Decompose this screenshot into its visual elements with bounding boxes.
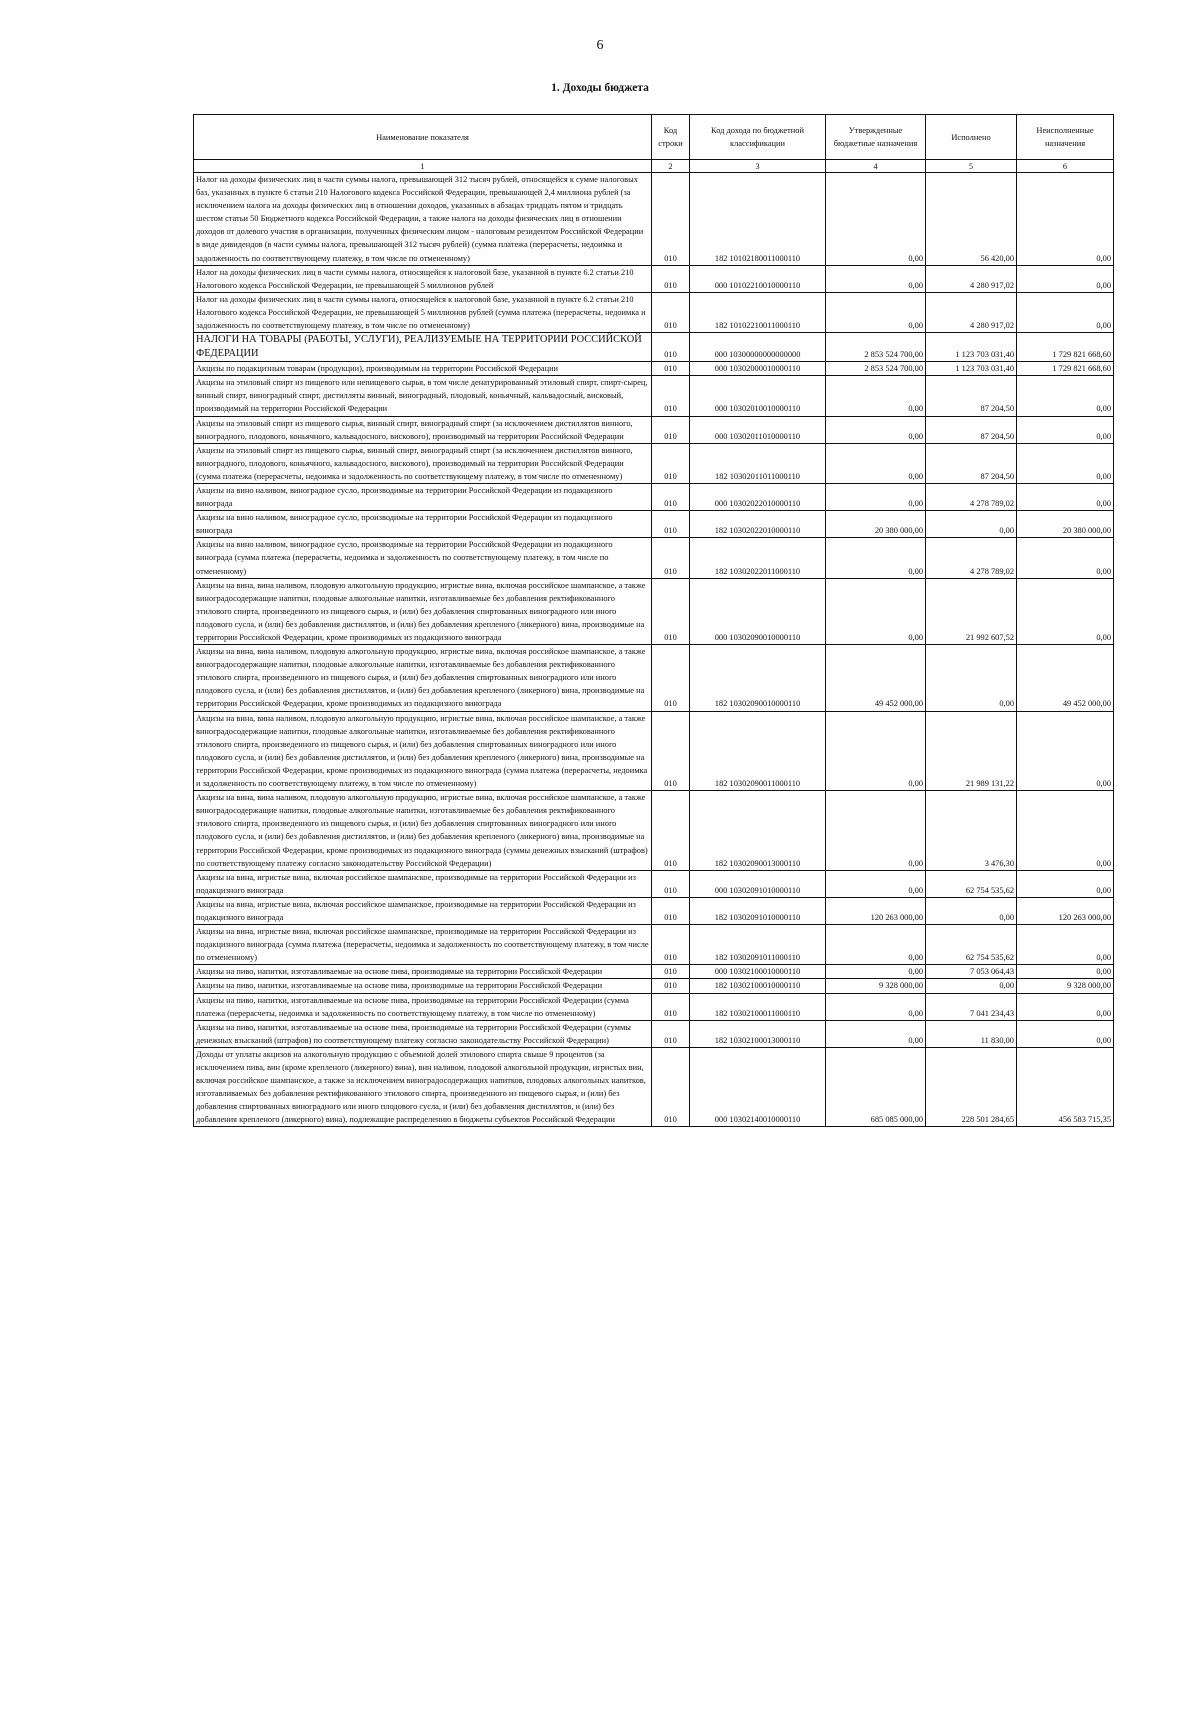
row-classification: 000 10102210010000110 <box>690 265 826 292</box>
row-executed: 87 204,50 <box>926 376 1017 416</box>
row-code: 010 <box>652 362 690 376</box>
header-code: Код строки <box>652 115 690 160</box>
table-row <box>194 645 1114 711</box>
table-row <box>194 925 1114 965</box>
column-number: 5 <box>926 160 1017 173</box>
row-unexecuted: 0,00 <box>1017 578 1114 644</box>
row-unexecuted: 0,00 <box>1017 1020 1114 1047</box>
row-unexecuted: 0,00 <box>1017 173 1114 266</box>
row-approved: 0,00 <box>826 1020 926 1047</box>
row-executed: 21 992 607,52 <box>926 578 1017 644</box>
row-name: Акцизы на пиво, напитки, изготавливаемые на основе пива, производимые на территории Российской Федерации <box>194 979 652 993</box>
column-number: 3 <box>690 160 826 173</box>
row-unexecuted: 0,00 <box>1017 292 1114 332</box>
header-name: Наименование показателя <box>194 115 652 160</box>
row-name: Налог на доходы физических лиц в части суммы налога, относящейся к налоговой базе, указанной в пункте 6.2 статьи 210 Налогового кодекса Российской Федерации, не превышающей 5 миллионов рублей <box>194 265 652 292</box>
row-classification: 182 10302091010000110 <box>690 897 826 924</box>
table-row <box>194 376 1114 416</box>
row-approved: 0,00 <box>826 538 926 578</box>
row-approved: 0,00 <box>826 292 926 332</box>
row-executed: 1 123 703 031,40 <box>926 333 1017 362</box>
row-name: Акцизы на вина, вина наливом, плодовую алкогольную продукцию, игристые вина, включая российское шампанское, а также виноградосодержащие напитки, плодовые алкогольные напитки, изготавливаемые без добавления ректификованного этилового спирта, произведенного из пищевого сырья, и (или) без добавления спиртованных виноградного или иного плодового сусла, и (или) без добавления дистиллятов, и (или) без добавления крепленого (ликерного) вина, производимые на территории Российской Федерации, кроме производимых из подакцизного винограда (суммы денежных взысканий (штрафов) по соответствующему платежу согласно законодательству Российской Федерации) <box>194 791 652 871</box>
table-row <box>194 965 1114 979</box>
row-name: Акцизы на вино наливом, виноградное сусло, производимые на территории Российской Федерации из подакцизного винограда (сумма платежа (перерасчеты, недоимка и задолженность по соответствующему платежу, в том числе по отмененному) <box>194 538 652 578</box>
row-approved: 0,00 <box>826 578 926 644</box>
table-row <box>194 578 1114 644</box>
row-unexecuted: 0,00 <box>1017 265 1114 292</box>
row-approved: 0,00 <box>826 483 926 510</box>
row-name: Акцизы на вино наливом, виноградное сусло, производимые на территории Российской Федерации из подакцизного винограда <box>194 511 652 538</box>
row-code: 010 <box>652 979 690 993</box>
row-code: 010 <box>652 791 690 871</box>
row-code: 010 <box>652 333 690 362</box>
table-row <box>194 979 1114 993</box>
row-approved: 49 452 000,00 <box>826 645 926 711</box>
row-classification: 000 10302090010000110 <box>690 578 826 644</box>
table-row <box>194 870 1114 897</box>
table-row <box>194 511 1114 538</box>
row-executed: 0,00 <box>926 897 1017 924</box>
table-row <box>194 538 1114 578</box>
row-name: Акцизы на вина, игристые вина, включая российское шампанское, производимые на территории Российской Федерации из подакцизного винограда (сумма платежа (перерасчеты, недоимка и задолженность по соответствующему платежу, в том числе по отмененному) <box>194 925 652 965</box>
row-executed: 3 476,30 <box>926 791 1017 871</box>
row-code: 010 <box>652 578 690 644</box>
row-approved: 0,00 <box>826 925 926 965</box>
row-unexecuted: 20 380 000,00 <box>1017 511 1114 538</box>
column-number: 1 <box>194 160 652 173</box>
row-executed: 62 754 535,62 <box>926 925 1017 965</box>
row-classification: 000 10300000000000000 <box>690 333 826 362</box>
table-row <box>194 711 1114 791</box>
row-classification: 000 10302010010000110 <box>690 376 826 416</box>
header-classification: Код дохода по бюджетной классификации <box>690 115 826 160</box>
row-code: 010 <box>652 292 690 332</box>
row-name: Акцизы на пиво, напитки, изготавливаемые на основе пива, производимые на территории Российской Федерации (сумма платежа (перерасчеты, недоимка и задолженность по соответствующему платежу, в том числе по отмененному) <box>194 993 652 1020</box>
row-classification: 182 10302011011000110 <box>690 443 826 483</box>
row-unexecuted: 0,00 <box>1017 416 1114 443</box>
table-header-row <box>194 115 1114 160</box>
row-name: Акцизы на этиловый спирт из пищевого сырья, винный спирт, виноградный спирт (за исключением дистиллятов винного, виноградного, плодового, коньячного, кальвадосного, вискового), производимый на территории Российской Федерации <box>194 416 652 443</box>
header-unexecuted: Неисполненные назначения <box>1017 115 1114 160</box>
row-executed: 7 053 064,43 <box>926 965 1017 979</box>
row-executed: 228 501 284,65 <box>926 1047 1017 1127</box>
row-classification: 000 10302100010000110 <box>690 965 826 979</box>
row-code: 010 <box>652 925 690 965</box>
table-body <box>194 173 1114 1127</box>
row-name: Акцизы на вина, вина наливом, плодовую алкогольную продукцию, игристые вина, включая российское шампанское, а также виноградосодержащие напитки, плодовые алкогольные напитки, изготавливаемые без добавления ректификованного этилового спирта, произведенного из пищевого сырья, и (или) без добавления спиртованных виноградного или иного плодового сусла, и (или) без добавления дистиллятов, и (или) без добавления крепленого (ликерного) вина, производимые на территории Российской Федерации, кроме производимых из подакцизного винограда (сумма платежа (перерасчеты, недоимка и задолженность по соответствующему платежу, в том числе по отмененному) <box>194 711 652 791</box>
row-unexecuted: 0,00 <box>1017 443 1114 483</box>
row-code: 010 <box>652 711 690 791</box>
row-code: 010 <box>652 897 690 924</box>
row-classification: 000 10302000010000110 <box>690 362 826 376</box>
row-unexecuted: 0,00 <box>1017 483 1114 510</box>
row-approved: 9 328 000,00 <box>826 979 926 993</box>
row-executed: 4 278 789,02 <box>926 483 1017 510</box>
row-code: 010 <box>652 265 690 292</box>
row-classification: 182 10302100011000110 <box>690 993 826 1020</box>
row-name: Акцизы на этиловый спирт из пищевого сырья, винный спирт, виноградный спирт (за исключением дистиллятов винного, виноградного, плодового, коньячного, кальвадосного, вискового), производимый на территории Российской Федерации (сумма платежа (перерасчеты, недоимка и задолженность по соответствующему платежу, в том числе по отмененному) <box>194 443 652 483</box>
row-approved: 0,00 <box>826 265 926 292</box>
row-classification: 182 10302100010000110 <box>690 979 826 993</box>
row-classification: 182 10302022010000110 <box>690 511 826 538</box>
row-unexecuted: 49 452 000,00 <box>1017 645 1114 711</box>
header-approved: Утвержденные бюджетные назначения <box>826 115 926 160</box>
row-code: 010 <box>652 416 690 443</box>
row-approved: 0,00 <box>826 711 926 791</box>
row-code: 010 <box>652 511 690 538</box>
column-number: 2 <box>652 160 690 173</box>
table-row <box>194 333 1114 362</box>
row-code: 010 <box>652 443 690 483</box>
row-name: Акцизы на этиловый спирт из пищевого или непищевого сырья, в том числе денатурированный этиловый спирт, спирт-сырец, винный спирт, виноградный спирт, дистилляты винный, виноградный, плодовый, коньячный, кальвадосный, висковый, производимый на территории Российской Федерации <box>194 376 652 416</box>
row-unexecuted: 0,00 <box>1017 925 1114 965</box>
row-unexecuted: 0,00 <box>1017 870 1114 897</box>
row-unexecuted: 1 729 821 668,60 <box>1017 362 1114 376</box>
header-executed: Исполнено <box>926 115 1017 160</box>
row-executed: 21 989 131,22 <box>926 711 1017 791</box>
table-row <box>194 897 1114 924</box>
row-name: Акцизы по подакцизным товарам (продукции), производимым на территории Российской Федерации <box>194 362 652 376</box>
row-classification: 182 10302090010000110 <box>690 645 826 711</box>
row-code: 010 <box>652 538 690 578</box>
row-classification: 000 10302011010000110 <box>690 416 826 443</box>
row-name: НАЛОГИ НА ТОВАРЫ (РАБОТЫ, УСЛУГИ), РЕАЛИЗУЕМЫЕ НА ТЕРРИТОРИИ РОССИЙСКОЙ ФЕДЕРАЦИИ <box>194 333 652 362</box>
row-classification: 182 10302090013000110 <box>690 791 826 871</box>
row-executed: 87 204,50 <box>926 443 1017 483</box>
row-classification: 182 10302022011000110 <box>690 538 826 578</box>
row-code: 010 <box>652 376 690 416</box>
row-unexecuted: 0,00 <box>1017 791 1114 871</box>
row-code: 010 <box>652 870 690 897</box>
row-name: Акцизы на вина, вина наливом, плодовую алкогольную продукцию, игристые вина, включая российское шампанское, а также виноградосодержащие напитки, плодовые алкогольные напитки, изготавливаемые без добавления ректификованного этилового спирта, произведенного из пищевого сырья, и (или) без добавления спиртованных виноградного или иного плодового сусла, и (или) без добавления дистиллятов, и (или) без добавления крепленого (ликерного) вина, производимые на территории Российской Федерации, кроме производимых из подакцизного винограда <box>194 578 652 644</box>
table-row <box>194 443 1114 483</box>
row-approved: 2 853 524 700,00 <box>826 362 926 376</box>
table-row <box>194 483 1114 510</box>
row-unexecuted: 1 729 821 668,60 <box>1017 333 1114 362</box>
row-unexecuted: 0,00 <box>1017 711 1114 791</box>
row-executed: 1 123 703 031,40 <box>926 362 1017 376</box>
row-name: Акцизы на вина, игристые вина, включая российское шампанское, производимые на территории Российской Федерации из подакцизного винограда <box>194 897 652 924</box>
row-approved: 0,00 <box>826 965 926 979</box>
column-number: 4 <box>826 160 926 173</box>
column-number-row <box>194 160 1114 173</box>
row-code: 010 <box>652 1047 690 1127</box>
row-executed: 7 041 234,43 <box>926 993 1017 1020</box>
row-unexecuted: 0,00 <box>1017 993 1114 1020</box>
row-classification: 182 10102210011000110 <box>690 292 826 332</box>
row-classification: 000 10302140010000110 <box>690 1047 826 1127</box>
row-name: Акцизы на вина, игристые вина, включая российское шампанское, производимые на территории Российской Федерации из подакцизного винограда <box>194 870 652 897</box>
row-executed: 0,00 <box>926 979 1017 993</box>
row-classification: 000 10302022010000110 <box>690 483 826 510</box>
row-executed: 11 830,00 <box>926 1020 1017 1047</box>
table-row <box>194 265 1114 292</box>
row-classification: 182 10102180011000110 <box>690 173 826 266</box>
row-executed: 0,00 <box>926 511 1017 538</box>
row-unexecuted: 456 583 715,35 <box>1017 1047 1114 1127</box>
table-row <box>194 791 1114 871</box>
row-approved: 0,00 <box>826 173 926 266</box>
row-classification: 182 10302090011000110 <box>690 711 826 791</box>
row-classification: 182 10302091011000110 <box>690 925 826 965</box>
row-approved: 120 263 000,00 <box>826 897 926 924</box>
column-number: 6 <box>1017 160 1114 173</box>
row-executed: 62 754 535,62 <box>926 870 1017 897</box>
row-executed: 4 280 917,02 <box>926 265 1017 292</box>
row-name: Акцизы на вина, вина наливом, плодовую алкогольную продукцию, игристые вина, включая российское шампанское, а также виноградосодержащие напитки, плодовые алкогольные напитки, изготавливаемые без добавления ректификованного этилового спирта, произведенного из пищевого сырья, и (или) без добавления спиртованных виноградного или иного плодового сусла, и (или) без добавления дистиллятов, и (или) без добавления крепленого (ликерного) вина, производимые на территории Российской Федерации, кроме производимых из подакцизного винограда <box>194 645 652 711</box>
row-name: Акцизы на пиво, напитки, изготавливаемые на основе пива, производимые на территории Российской Федерации <box>194 965 652 979</box>
row-executed: 4 280 917,02 <box>926 292 1017 332</box>
row-code: 010 <box>652 645 690 711</box>
table-row <box>194 292 1114 332</box>
row-approved: 2 853 524 700,00 <box>826 333 926 362</box>
row-unexecuted: 0,00 <box>1017 538 1114 578</box>
row-name: Акцизы на пиво, напитки, изготавливаемые на основе пива, производимые на территории Российской Федерации (суммы денежных взысканий (штрафов) по соответствующему платежу согласно законодательству Российской Федерации) <box>194 1020 652 1047</box>
table-row <box>194 1020 1114 1047</box>
row-name: Налог на доходы физических лиц в части суммы налога, превышающей 312 тысяч рублей, относящейся к сумме налоговых баз, указанных в пункте 6 статьи 210 Налогового кодекса Российской Федерации, превышающей 2,4 миллиона рублей (за исключением налога на доходы физических лиц в отношении доходов, указанных в абзацах тридцать пятом и тридцать шестом статьи 50 Бюджетного кодекса Российской Федерации, а также налога на доходы физических лиц в отношении доходов от долевого участия в организации, полученных физическим лицом - налоговым резидентом Российской Федерации в виде дивидендов (в части суммы налога, превышающей 312 тысяч рублей) (сумма платежа (перерасчеты, недоимка и задолженность по соответствующему платежу, в том числе по отмененному) <box>194 173 652 266</box>
row-code: 010 <box>652 483 690 510</box>
row-classification: 000 10302091010000110 <box>690 870 826 897</box>
budget-income-table <box>193 114 1114 1127</box>
row-classification: 182 10302100013000110 <box>690 1020 826 1047</box>
row-executed: 0,00 <box>926 645 1017 711</box>
row-executed: 4 278 789,02 <box>926 538 1017 578</box>
row-approved: 0,00 <box>826 993 926 1020</box>
row-unexecuted: 9 328 000,00 <box>1017 979 1114 993</box>
row-name: Акцизы на вино наливом, виноградное сусло, производимые на территории Российской Федерации из подакцизного винограда <box>194 483 652 510</box>
row-approved: 0,00 <box>826 416 926 443</box>
row-unexecuted: 120 263 000,00 <box>1017 897 1114 924</box>
table-row <box>194 416 1114 443</box>
row-approved: 0,00 <box>826 376 926 416</box>
row-code: 010 <box>652 965 690 979</box>
row-executed: 87 204,50 <box>926 416 1017 443</box>
row-approved: 0,00 <box>826 443 926 483</box>
table-row <box>194 993 1114 1020</box>
row-name: Доходы от уплаты акцизов на алкогольную продукцию с объемной долей этилового спирта свыше 9 процентов (за исключением пива, вин (кроме крепленого (ликерного) вина), вин наливом, плодовой алкогольной продукции, игристых вин, включая российское шампанское, а также за исключением виноградосодержащих напитков, плодовых алкогольных напитков, изготавливаемых без добавления ректификованного этилового спирта, произведенного из пищевого сырья, и (или) без добавления спиртованных виноградного или иного плодового сусла, и (или) без добавления дистиллятов, и (или) без добавления крепленого (ликерного) вина), подлежащие распределению в бюджеты субъектов Российской Федерации <box>194 1047 652 1127</box>
row-approved: 685 085 000,00 <box>826 1047 926 1127</box>
row-executed: 56 420,00 <box>926 173 1017 266</box>
row-approved: 0,00 <box>826 791 926 871</box>
row-name: Налог на доходы физических лиц в части суммы налога, относящейся к налоговой базе, указанной в пункте 6.2 статьи 210 Налогового кодекса Российской Федерации, не превышающей 5 миллионов рублей (сумма платежа (перерасчеты, недоимка и задолженность по соответствующему платежу, в том числе по отмененному) <box>194 292 652 332</box>
row-approved: 20 380 000,00 <box>826 511 926 538</box>
row-unexecuted: 0,00 <box>1017 376 1114 416</box>
row-unexecuted: 0,00 <box>1017 965 1114 979</box>
row-code: 010 <box>652 1020 690 1047</box>
page-number: 6 <box>596 38 604 53</box>
row-code: 010 <box>652 173 690 266</box>
row-approved: 0,00 <box>826 870 926 897</box>
table-row <box>194 1047 1114 1127</box>
row-code: 010 <box>652 993 690 1020</box>
table-row <box>194 173 1114 266</box>
table-row <box>194 362 1114 376</box>
report-title: 1. Доходы бюджета <box>551 82 649 94</box>
